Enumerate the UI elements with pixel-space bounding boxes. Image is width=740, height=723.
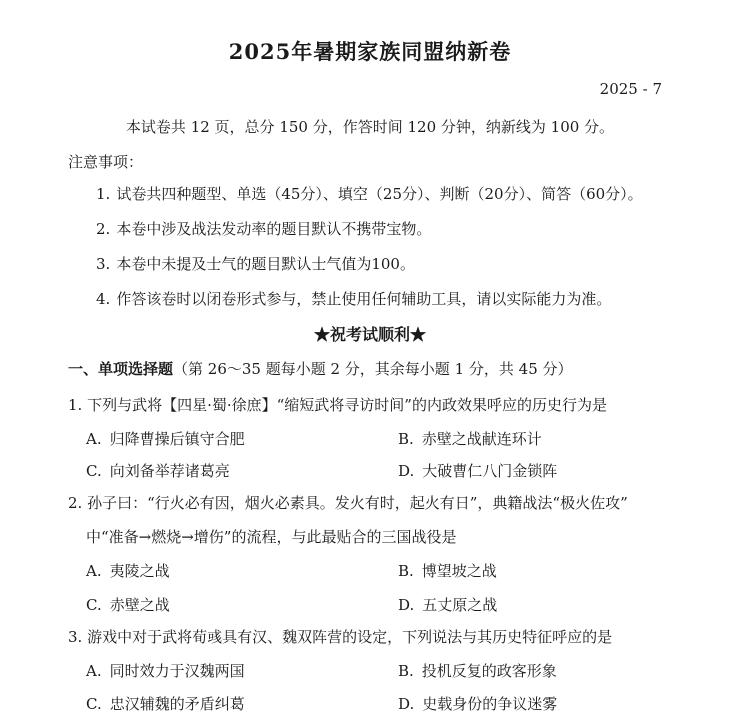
exam-title: 2025年暑期家族同盟纳新卷 [228,39,512,64]
notice-item [96,289,643,324]
question-3-stem: 3. 游戏中对于武将荀彧具有汉、魏双阵营的设定，下列说法与其历史特征呼应的是 [68,628,613,646]
notice-heading: 注意事项： [68,153,144,171]
question-3-option-a [86,660,245,681]
option-letter: C. [86,462,102,480]
question-2-option-b [398,560,497,581]
option-letter: B. [398,430,414,448]
option-text: 投机反复的政客形象 [421,662,557,680]
option-text: 五丈原之战 [422,596,498,614]
question-2-option-d [398,594,497,615]
option-letter: B. [398,662,414,680]
option-text: 忠汉辅魏的矛盾纠葛 [109,695,245,713]
option-letter: A. [86,662,102,680]
question-1-stem: 1. 下列与武将【四星·蜀·徐庶】“缩短武将寻访时间”的内政效果呼应的历史行为是 [68,396,607,414]
option-letter: A. [86,562,102,580]
option-letter: C. [86,596,102,614]
notice-item-text: 作答该卷时以闭卷形式参与，禁止使用任何辅助工具，请以实际能力为准。 [116,290,612,308]
notice-item-text: 本卷中涉及战法发动率的题目默认不携带宝物。 [116,220,432,238]
question-3-option-d [398,693,557,714]
notice-item-number: 3. [96,255,111,273]
option-text: 赤壁之战 [109,596,170,614]
question-2-stem-continued: 中“准备→燃烧→增伤”的流程，与此最贴合的三国战役是 [86,528,457,546]
question-2-option-c [86,594,170,615]
option-text: 归降曹操后镇守合肥 [109,430,245,448]
section-note: （第 26～35 题每小题 2 分，其余每小题 1 分，共 45 分） [173,360,573,378]
question-1-option-b [398,428,542,449]
notice-item-text: 试卷共四种题型、单选（45分）、填空（25分）、判断（20分）、简答（60分）。 [116,185,643,203]
exam-info: 本试卷共 12 页，总分 150 分，作答时间 120 分钟，纳新线为 100 分。 [125,118,615,136]
blessing-banner: ★祝考试顺利★ [313,325,426,344]
notice-item-number: 4. [96,290,111,308]
option-letter: D. [398,695,415,713]
option-text: 同时效力于汉魏两国 [109,662,245,680]
option-text: 赤壁之战献连环计 [421,430,542,448]
notice-item [96,254,643,289]
question-2-option-a [86,560,170,581]
notice-item-number: 1. [96,185,111,203]
option-text: 夷陵之战 [109,562,170,580]
question-3-option-c [86,693,245,714]
option-letter: B. [398,562,414,580]
option-text: 大破曹仁八门金锁阵 [422,462,558,480]
question-1-option-c [86,460,230,481]
question-1-option-d [398,460,557,481]
question-3-option-b [398,660,557,681]
option-letter: D. [398,462,415,480]
option-text: 博望坡之战 [421,562,497,580]
option-text: 史载身份的争议迷雾 [422,695,558,713]
question-1-option-a [86,428,245,449]
question-2-stem: 2. 孙子曰：“行火必有因，烟火必素具。发火有时，起火有日”，典籍战法“极火佐攻” [68,494,628,512]
option-letter: D. [398,596,415,614]
notice-list [96,184,643,324]
option-text: 向刘备举荐诸葛亮 [109,462,230,480]
section-title: 一、单项选择题 [68,360,174,378]
section-heading [68,358,573,379]
option-letter: A. [86,430,102,448]
notice-item [96,219,643,254]
exam-date: 2025 - 7 [599,80,662,98]
notice-item [96,184,643,219]
notice-item-number: 2. [96,220,111,238]
option-letter: C. [86,695,102,713]
notice-item-text: 本卷中未提及士气的题目默认士气值为100。 [116,255,415,273]
